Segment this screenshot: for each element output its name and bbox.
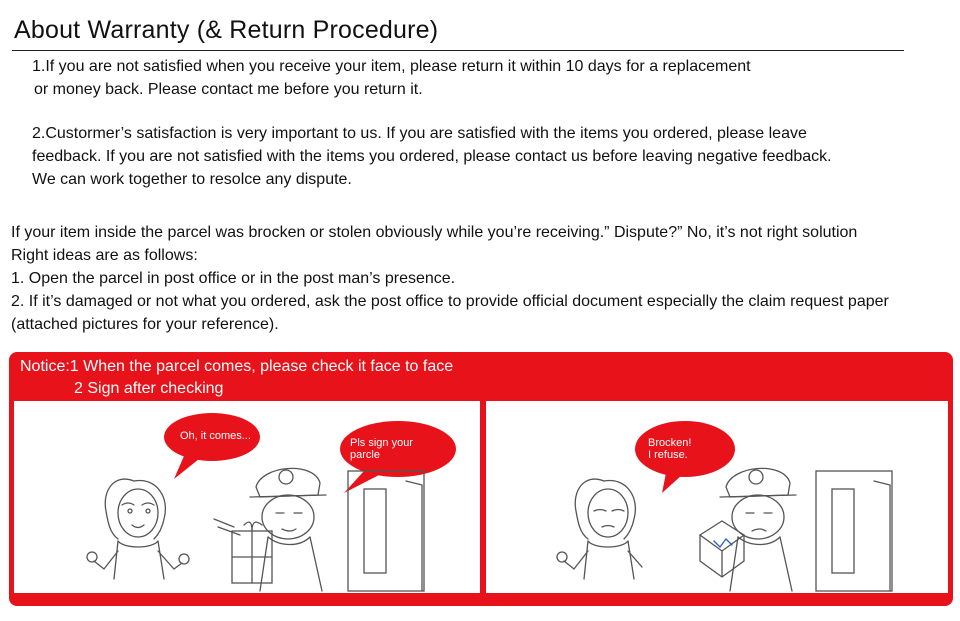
bubble-text-refusal bbox=[648, 437, 691, 461]
bubble-line: Brocken! bbox=[648, 437, 692, 449]
notice-text bbox=[20, 356, 453, 400]
text-line: 2. If it’s damaged or not what you ordered, ask the post office to provide official document especially the claim request paper bbox=[11, 293, 889, 310]
warranty-paragraph-1 bbox=[32, 55, 751, 101]
notice-line-2: 2 Sign after checking bbox=[74, 380, 224, 397]
illustration-refusal bbox=[486, 401, 948, 593]
bubble-text-postman bbox=[350, 437, 413, 461]
page-title: About Warranty (& Return Procedure) bbox=[14, 16, 439, 44]
bubble-line: parcle bbox=[350, 449, 380, 461]
illustration-delivery bbox=[14, 401, 480, 593]
text-line: If your item inside the parcel was brocken or stolen obviously while you’re receiving.” Dispute?” No, it’s not right solution bbox=[11, 224, 858, 241]
refusal-scene-drawing bbox=[486, 401, 948, 593]
bubble-text-girl: Oh, it comes... bbox=[180, 430, 251, 442]
text-line: We can work together to resolce any dispute. bbox=[32, 171, 352, 188]
text-line: (attached pictures for your reference). bbox=[11, 316, 279, 333]
bubble-line: Pls sign your bbox=[350, 437, 413, 449]
text-line: 1.If you are not satisfied when you receive your item, please return it within 10 days for a replacement bbox=[32, 58, 751, 75]
text-line: or money back. Please contact me before you return it. bbox=[34, 81, 423, 98]
warranty-paragraph-2 bbox=[32, 122, 832, 191]
notice-line-1: Notice:1 When the parcel comes, please check it face to face bbox=[20, 358, 454, 375]
notice-box bbox=[9, 352, 953, 606]
text-line: Right ideas are as follows: bbox=[11, 247, 198, 264]
text-line: feedback. If you are not satisfied with the items you ordered, please contact us before leaving negative feedback. bbox=[32, 148, 832, 165]
dispute-paragraph bbox=[11, 221, 889, 336]
title-underline bbox=[12, 50, 904, 51]
bubble-line: I refuse. bbox=[648, 449, 688, 461]
text-line: 2.Custormer’s satisfaction is very important to us. If you are satisfied with the items you ordered, please leave bbox=[32, 125, 807, 142]
text-line: 1. Open the parcel in post office or in the post man’s presence. bbox=[11, 270, 456, 287]
